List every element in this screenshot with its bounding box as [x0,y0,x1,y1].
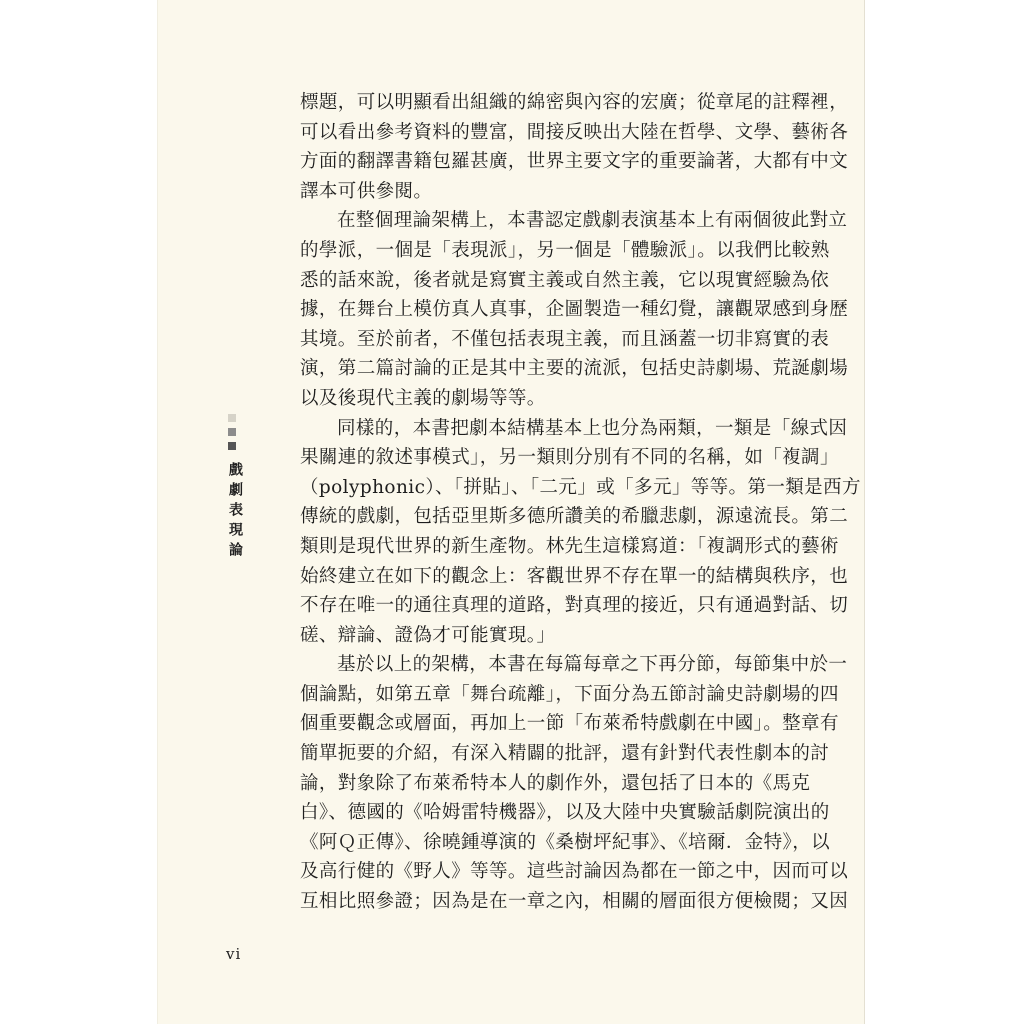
book-page [157,0,865,1024]
text-line: 傳統的戲劇，包括亞里斯多德所讚美的希臘悲劇，源遠流長。第二 [300,506,849,528]
paragraph [300,650,849,916]
text-line: 個重要觀念或層面，再加上一節「布萊希特戲劇在中國」。整章有 [300,713,839,735]
text-line: 的學派，一個是「表現派」，另一個是「體驗派」。以我們比較熟 [300,239,830,261]
running-head-square-light [228,414,236,422]
text-line: 磋、辯論、證偽才可能實現。」 [300,624,556,646]
text-line: 標題，可以明顯看出組織的綿密與內容的宏廣；從章尾的註釋裡， [300,92,849,113]
text-line: （polyphonic）、「拼貼」、「二元」或「多元」等等。第一類是西方 [300,476,861,498]
text-line: 基於以上的架構，本書在每篇每章之下再分節，每節集中於一 [337,654,848,676]
text-line: 在整個理論架構上，本書認定戲劇表演基本上有兩個彼此對立 [337,210,848,232]
text-line: 其境。至於前者，不僅包括表現主義，而且涵蓋一切非寫實的表 [300,328,830,350]
text-line: 果關連的敘述事模式」，另一類則分別有不同的名稱，如「複調」 [300,447,839,469]
body-text [300,88,861,917]
text-line: 譯本可供參閱。 [300,180,433,202]
text-line: 個論點，如第五章「舞台疏離」，下面分為五節討論史詩劇場的四 [300,683,839,705]
running-head-square-mid [228,428,236,436]
text-line: 類則是現代世界的新生產物。林先生這樣寫道：「複調形式的藝術 [300,535,839,557]
running-head-title: 戲劇表現論 [227,462,243,562]
text-line: 演，第二篇討論的正是其中主要的流派，包括史詩劇場、荒誕劇場 [300,358,849,380]
text-line: 不存在唯一的通往真理的道路，對真理的接近，只有通過對話、切 [300,595,849,617]
text-line: 論，對象除了布萊希特本人的劇作外，還包括了日本的《馬克 [300,772,811,794]
text-line: 以及後現代主義的劇場等等。 [300,387,546,409]
page-number: vi [226,945,242,963]
text-line: 悉的話來說，後者就是寫實主義或自然主義，它以現實經驗為依 [300,269,830,291]
text-line: 始終建立在如下的觀念上：客觀世界不存在單一的結構與秩序，也 [300,565,849,587]
text-line: 互相比照參證；因為是在一章之內，相關的層面很方便檢閱；又因 [300,891,849,913]
running-head [225,414,243,562]
paragraph [300,414,861,651]
text-line: 《阿Ｑ正傳》、徐曉鍾導演的《桑樹坪紀事》、《培爾．金特》，以 [300,831,831,853]
text-line: 簡單扼要的介紹，有深入精闢的批評，還有針對代表性劇本的討 [300,743,830,765]
running-head-square-dark [228,442,236,450]
text-line: 方面的翻譯書籍包羅甚廣，世界主要文字的重要論著，大都有中文 [300,151,849,173]
paragraph [300,206,849,413]
text-line: 同樣的，本書把劇本結構基本上也分為兩類，一類是「線式因 [337,417,848,439]
paragraph [300,88,849,206]
text-line: 及高行健的《野人》等等。這些討論因為都在一節之中，因而可以 [300,861,849,883]
text-line: 據，在舞台上模仿真人真事，企圖製造一種幻覺，讓觀眾感到身歷 [300,299,849,321]
text-line: 白》、德國的《哈姆雷特機器》，以及大陸中央實驗話劇院演出的 [300,802,830,824]
text-line: 可以看出參考資料的豐富，間接反映出大陸在哲學、文學、藝術各 [300,121,849,143]
